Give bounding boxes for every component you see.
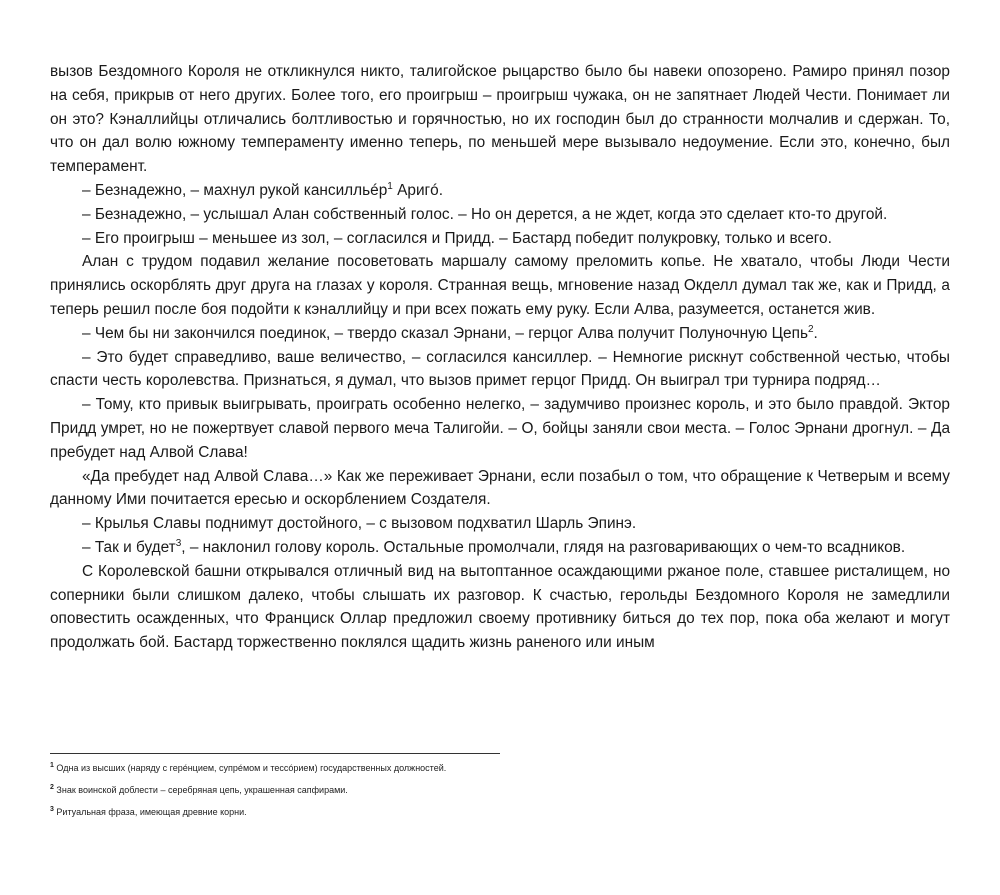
footnote-number: 1	[50, 762, 54, 769]
paragraph	[50, 560, 950, 655]
paragraph	[50, 346, 950, 394]
paragraph-text: – Чем бы ни закончился поединок, – твердо сказал Эрнани, – герцог Алва получит Полуночную Цепь	[82, 324, 808, 342]
paragraph-text: вызов Бездомного Короля не откликнулся никто, талигойское рыцарство было бы навеки опозорено. Рамиро принял позор на себя, прикрыв от него других. Более того, его проигрыш – проигрыш чужака, он не запятнает Людей Чести. Понимает ли он это? Кэналлийцы отличались болтливостью и горячностью, но их господин был до странности молчалив и сдержан. То, что он дал волю южному темпераменту именно теперь, по меньшей мере вызывало недоумение. Если это, конечно, был темперамент.	[50, 63, 950, 176]
footnote-number: 2	[50, 784, 54, 791]
paragraph	[50, 536, 950, 560]
paragraph-text: – Безнадежно, – услышал Алан собственный голос. – Но он дерется, а не ждет, когда это сделает кто-то другой.	[82, 205, 888, 223]
paragraph-text: – Так и будет	[82, 538, 176, 556]
paragraph-text: – Безнадежно, – махнул рукой кансилльéр	[82, 181, 388, 199]
footnote-divider	[50, 753, 500, 754]
footnote-number: 3	[50, 806, 54, 813]
paragraph	[50, 322, 950, 346]
paragraph	[50, 60, 950, 179]
footnote-text: Ритуальная фраза, имеющая древние корни.	[56, 807, 247, 817]
footnote-item	[50, 762, 950, 774]
footnote-item	[50, 806, 950, 818]
paragraph-text: Алан с трудом подавил желание посоветовать маршалу самому преломить копье. Не хватало, чтобы Люди Чести принялись оскорблять друг друга на глазах у короля. Странная вещь, мгновение назад Окделл думал так же, как и Придд, а теперь решил после боя подойти к кэналлийцу и при всех пожать ему руку. Если Алва, разумеется, останется жив.	[50, 253, 950, 318]
main-text	[50, 60, 950, 655]
footnote-text: Одна из высших (наряду с герéнцием, супрéмом и тессóрием) государственных должностей.	[56, 763, 447, 773]
paragraph-text: – Это будет справедливо, ваше величество, – согласился кансиллер. – Немногие рискнут собственной честью, чтобы спасти честь королевства. Признаться, я думал, что вызов примет герцог Придд. Он выиграл три турнира подряд…	[50, 348, 950, 390]
footnote-ref[interactable]: 2	[807, 323, 814, 335]
paragraph	[50, 465, 950, 513]
paragraph-text: – Его проигрыш – меньшее из зол, – согласился и Придд. – Бастард победит полукровку, только и всего.	[82, 229, 832, 247]
paragraph	[50, 203, 950, 227]
paragraph-text: – Крылья Славы поднимут достойного, – с вызовом подхватил Шарль Эпинэ.	[82, 515, 637, 533]
paragraph-text: С Королевской башни открывался отличный вид на вытоптанное осаждающими ржаное поле, ставшее ристалищем, но соперники были слишком далеко, чтобы слышать их разговор. К счастью, герольды Бездомного Короля не замедлили оповестить осажденных, что Франциск Оллар предложил своему противнику биться до тех пор, пока оба желают и могут продолжать бой. Бастард торжественно поклялся щадить жизнь раненого или иным	[50, 562, 950, 652]
paragraph-text: , – наклонил голову король. Остальные промолчали, глядя на разговаривающих о чем-то всадников.	[181, 538, 906, 556]
footnote-item	[50, 784, 950, 796]
footnotes	[50, 762, 950, 828]
paragraph-text: .	[813, 324, 818, 342]
paragraph-text: – Тому, кто привык выигрывать, проиграть особенно нелегко, – задумчиво произнес король, и это было правдой. Эктор Придд умрет, но не пожертвует славой первого меча Талигойи. – О, бойцы заняли свои места. – Голос Эрнани дрогнул. – Да пребудет над Алвой Слава!	[50, 396, 950, 461]
footnote-ref[interactable]: 3	[175, 537, 182, 549]
paragraph	[50, 179, 950, 203]
paragraph	[50, 512, 950, 536]
paragraph	[50, 250, 950, 321]
paragraph-text: «Да пребудет над Алвой Слава…» Как же переживает Эрнани, если позабыл о том, что обращение к Четверым и всему данному Ими почитается ересью и оскорблением Создателя.	[50, 467, 950, 509]
footnote-text: Знак воинской доблести – серебряная цепь, украшенная сапфирами.	[56, 785, 348, 795]
paragraph	[50, 227, 950, 251]
paragraph-text: Аригó.	[392, 181, 443, 199]
footnote-ref[interactable]: 1	[387, 180, 393, 192]
paragraph	[50, 393, 950, 464]
